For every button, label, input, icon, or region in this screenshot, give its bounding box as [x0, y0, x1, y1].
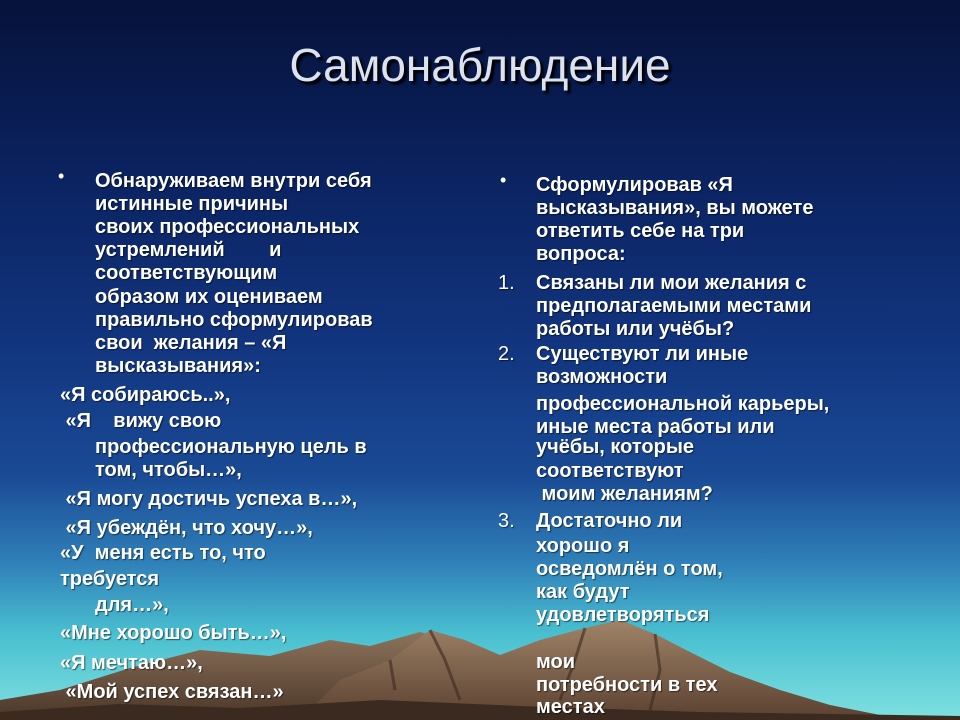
left-bullet-marker: • [58, 166, 65, 186]
question-number: 3. [498, 510, 515, 532]
question-line: удовлетворяться [536, 604, 710, 626]
question-line: иные места работы или [536, 416, 775, 438]
slide-title: Самонаблюдение [289, 39, 671, 91]
question-line: Связаны ли мои желания с [536, 272, 807, 294]
left-bullet-line: высказывания»: [95, 355, 261, 377]
question-line: моим желаниям? [536, 483, 713, 505]
question-line: осведомлён о том, [536, 558, 723, 580]
phrase-line: «Я могу достичь успеха в…», [60, 488, 358, 510]
question-line: как будут [536, 581, 630, 603]
left-bullet-line: свои желания – «Я [95, 332, 287, 354]
question-line: учёбы, которые [536, 436, 695, 458]
question-number: 1. [498, 272, 515, 294]
phrase-line: профессиональную цель в [95, 436, 367, 458]
right-intro-line: вопроса: [536, 243, 626, 265]
right-intro-line: ответить себе на три [536, 220, 745, 242]
phrase-line: «Я мечтаю…», [60, 652, 203, 674]
phrase-line: «Я убеждён, что хочу…», [60, 517, 313, 539]
left-bullet-line: устремлений и [95, 239, 282, 261]
question-line: Существуют ли иные [536, 343, 749, 365]
phrase-line: «Мой успех связан…» [60, 681, 284, 703]
left-bullet-line: правильно сформулировав [95, 309, 373, 331]
right-bullet-marker: • [500, 170, 507, 190]
phrase-line: требуется [60, 568, 160, 590]
question-line: работы или учёбы? [536, 318, 735, 340]
question-line: соответствуют [536, 460, 684, 482]
question-line: Достаточно ли [536, 510, 683, 532]
phrase-line: для…», [95, 594, 169, 616]
question-line: профессиональной карьеры, [536, 393, 830, 415]
question-line: местах [536, 696, 605, 718]
left-bullet-line: соответствующим [95, 262, 278, 284]
question-number: 2. [498, 343, 515, 365]
question-line: предполагаемыми местами [536, 295, 812, 317]
question-line: хорошо я [536, 535, 630, 557]
phrase-line: «Я вижу свою [60, 410, 222, 432]
phrase-line: «У меня есть то, что [60, 542, 266, 564]
phrase-line: том, чтобы…», [95, 459, 242, 481]
left-bullet-line: своих профессиональных [95, 216, 360, 238]
left-bullet-line: Обнаруживаем внутри себя [95, 170, 372, 192]
right-intro-line: высказывания», вы можете [536, 197, 814, 219]
question-line: возможности [536, 366, 668, 388]
question-line: потребности в тех [536, 674, 718, 696]
phrase-line: «Я собираюсь..», [60, 384, 231, 406]
right-intro-line: Сформулировав «Я [536, 174, 733, 196]
question-line: мои [536, 651, 576, 673]
left-bullet-line: истинные причины [95, 193, 289, 215]
phrase-line: «Мне хорошо быть…», [60, 622, 287, 644]
left-bullet-line: образом их оцениваем [95, 286, 323, 308]
